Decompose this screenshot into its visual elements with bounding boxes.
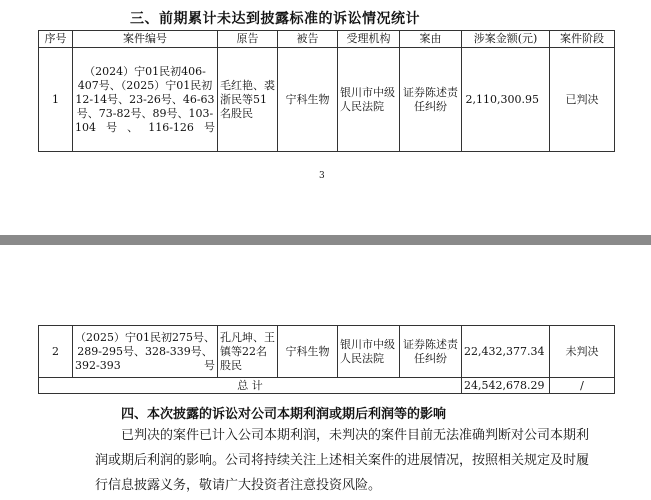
section-3-title: 三、前期累计未达到披露标准的诉讼情况统计 [130,11,420,27]
total-amount: 24,542,678.29 [462,378,550,394]
litigation-table-part-1 [38,30,615,152]
row-cause: 证券陈述责任纠纷 [400,326,462,378]
total-stage: / [550,378,615,394]
row-defendant: 宁科生物 [278,326,338,378]
page-break [0,235,651,245]
row-amount: 2,110,300.95 [462,48,550,152]
row-no: 1 [39,48,73,152]
header-cause: 案由 [400,31,462,48]
row-amount: 22,432,377.34 [462,326,550,378]
page-number: 3 [319,171,325,181]
impact-paragraph: 已判决的案件已计入公司本期利润，未判决的案件目前无法准确判断对公司本期利润或期后利润的影响。公司将持续关注上述相关案件的进展情况，按照相关规定及时履行信息披露义务，敬请广大投资者注意投资风险。 [95,428,590,493]
total-label: 总 计 [39,378,462,394]
header-court: 受理机构 [338,31,400,48]
row-case-number: （2024）宁01民初406-407号、（2025）宁01民初12-14号、23-26号、46-63号、73-82号、89号、103-104号、116-126号 [73,48,218,152]
document-page-upper [0,0,651,235]
header-stage: 案件阶段 [550,31,615,48]
row-stage: 未判决 [550,326,615,378]
table-row [39,326,615,378]
row-court: 银川市中级人民法院 [338,326,400,378]
header-defendant: 被告 [278,31,338,48]
row-cause: 证券陈述责任纠纷 [400,48,462,152]
header-plaintiff: 原告 [218,31,278,48]
header-case-number: 案件编号 [73,31,218,48]
row-court: 银川市中级人民法院 [338,48,400,152]
table-header-row [39,31,615,48]
table-row [39,48,615,152]
header-amount: 涉案金额(元) [462,31,550,48]
table-total-row [39,378,615,394]
section-4-title: 四、本次披露的诉讼对公司本期利润或期后利润等的影响 [121,407,447,422]
row-no: 2 [39,326,73,378]
row-stage: 已判决 [550,48,615,152]
row-case-number: （2025）宁01民初275号、289-295号、328-339号、392-393号 [73,326,218,378]
litigation-table-part-2 [38,325,615,394]
row-defendant: 宁科生物 [278,48,338,152]
row-plaintiff: 毛红艳、裘浙民等51名股民 [218,48,278,152]
row-plaintiff: 孔凡坤、王镇等22名股民 [218,326,278,378]
header-no: 序号 [39,31,73,48]
